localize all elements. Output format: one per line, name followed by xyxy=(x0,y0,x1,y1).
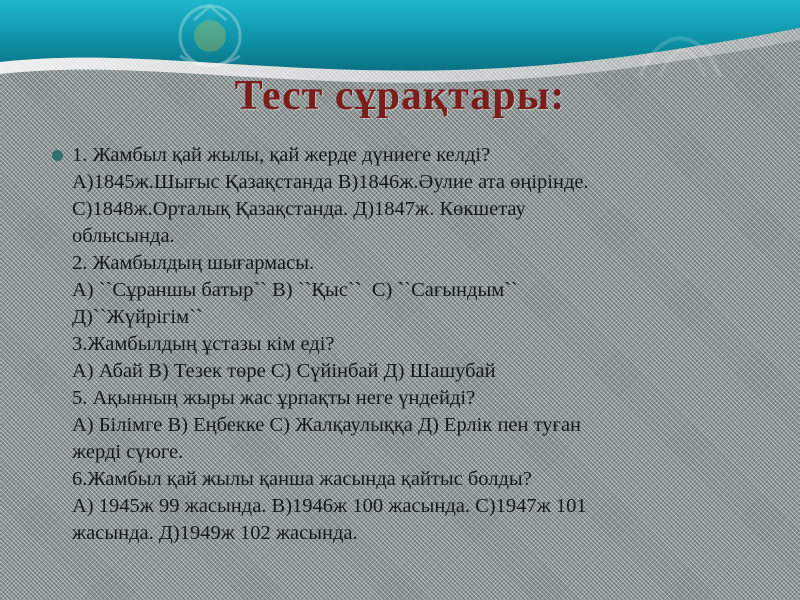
list-item: 2. Жамбылдың шығармасы. xyxy=(72,252,315,274)
list-item: А) Білімге В) Еңбекке С) Жалқаулыққа Д) Ерлік пен туған xyxy=(72,414,582,436)
question-lines xyxy=(72,142,764,547)
list-item: А)1845ж.Шығыс Қазақстанда В)1846ж.Әулие ата өңірінде. xyxy=(72,171,589,193)
list-item: Д)``Жүйрігім`` xyxy=(72,306,203,328)
list-item: 1. Жамбыл қай жылы, қай жерде дүниеге келді? xyxy=(72,144,491,166)
list-item: А) Абай В) Тезек төре С) Сүйінбай Д) Шашубай xyxy=(72,360,496,382)
list-item: жерді сүюге. xyxy=(72,441,184,463)
list-item: А) 1945ж 99 жасында. В)1946ж 100 жасында. С)1947ж 101 xyxy=(72,495,587,517)
list-item: А) ``Сұраншы батыр`` В) ``Қыс`` С) ``Сағындым`` xyxy=(72,279,518,301)
bullet-point-icon xyxy=(52,150,63,161)
question-list-block xyxy=(52,142,764,547)
list-item: 3.Жамбылдың ұстазы кім еді? xyxy=(72,333,335,355)
page-title: Тест сұрақтары: xyxy=(234,73,566,119)
list-item: жасында. Д)1949ж 102 жасында. xyxy=(72,522,358,544)
list-item: облысында. xyxy=(72,225,175,247)
list-item: 5. Ақынның жыры жас ұрпақты неге үндейді? xyxy=(72,387,476,409)
list-item: С)1848ж.Орталық Қазақстанда. Д)1847ж. Көкшетау xyxy=(72,198,526,220)
list-item: 6.Жамбыл қай жылы қанша жасында қайтыс болды? xyxy=(72,468,532,490)
